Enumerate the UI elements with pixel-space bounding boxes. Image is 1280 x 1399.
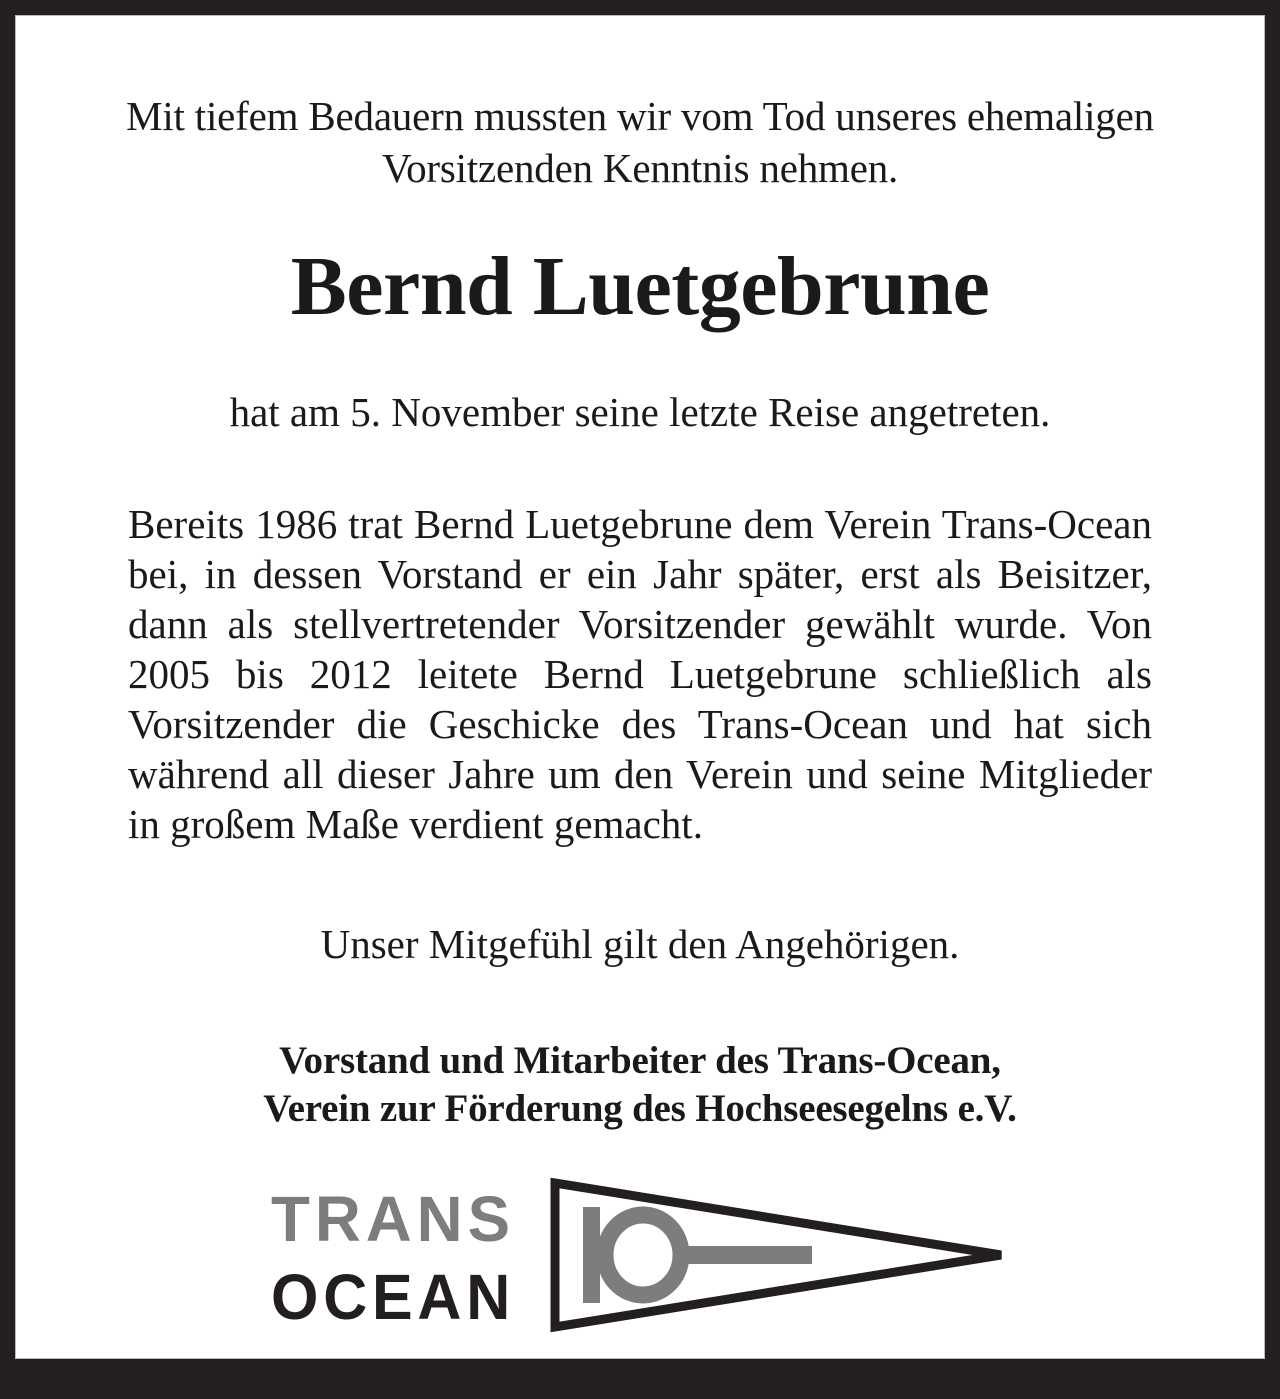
intro-text: Mit tiefem Bedauern mussten wir vom Tod unseres ehemaligen Vorsitzenden Kenntnis nehmen. [126,93,1154,191]
burgee-horizontal-bar [677,1246,812,1264]
notice-sheet [15,15,1265,1359]
wordmark-trans-text: TRANS [271,1183,515,1255]
trans-ocean-burgee-icon [547,1175,1009,1335]
signature-line-2: Verein zur Förderung des Hochseesegelns e.V. [263,1087,1017,1130]
signature-line-1: Vorstand und Mitarbeiter des Trans-Ocean, [279,1039,1001,1082]
trans-ocean-logo [16,1175,1264,1335]
condolence-line: Unser Mitgefühl gilt den Angehörigen. [320,921,960,967]
trans-ocean-wordmark [271,1179,521,1331]
wordmark-ocean-text: OCEAN [271,1261,515,1331]
signature-block [16,1037,1264,1133]
deceased-name: Bernd Luetgebrune [290,240,990,333]
biography-paragraph: Bereits 1986 trat Bernd Luetgebrune dem Verein Trans-Ocean bei, in dessen Vorstand er ein Jahr später, erst als Beisitzer, dann als stellvertretender Vorsitzender gewählt wurde. Von 2005 bis 2012 leitete Bernd Luetgebrune schließlich als Vorsitzender die Geschicke des Trans-Ocean und hat sich während all dieser Jahre um den Verein und seine Mitglieder in großem Maße verdient gemacht. [128,501,1152,847]
wordmark-svg [271,1179,521,1331]
date-of-passing-line: hat am 5. November seine letzte Reise angetreten. [229,389,1051,435]
